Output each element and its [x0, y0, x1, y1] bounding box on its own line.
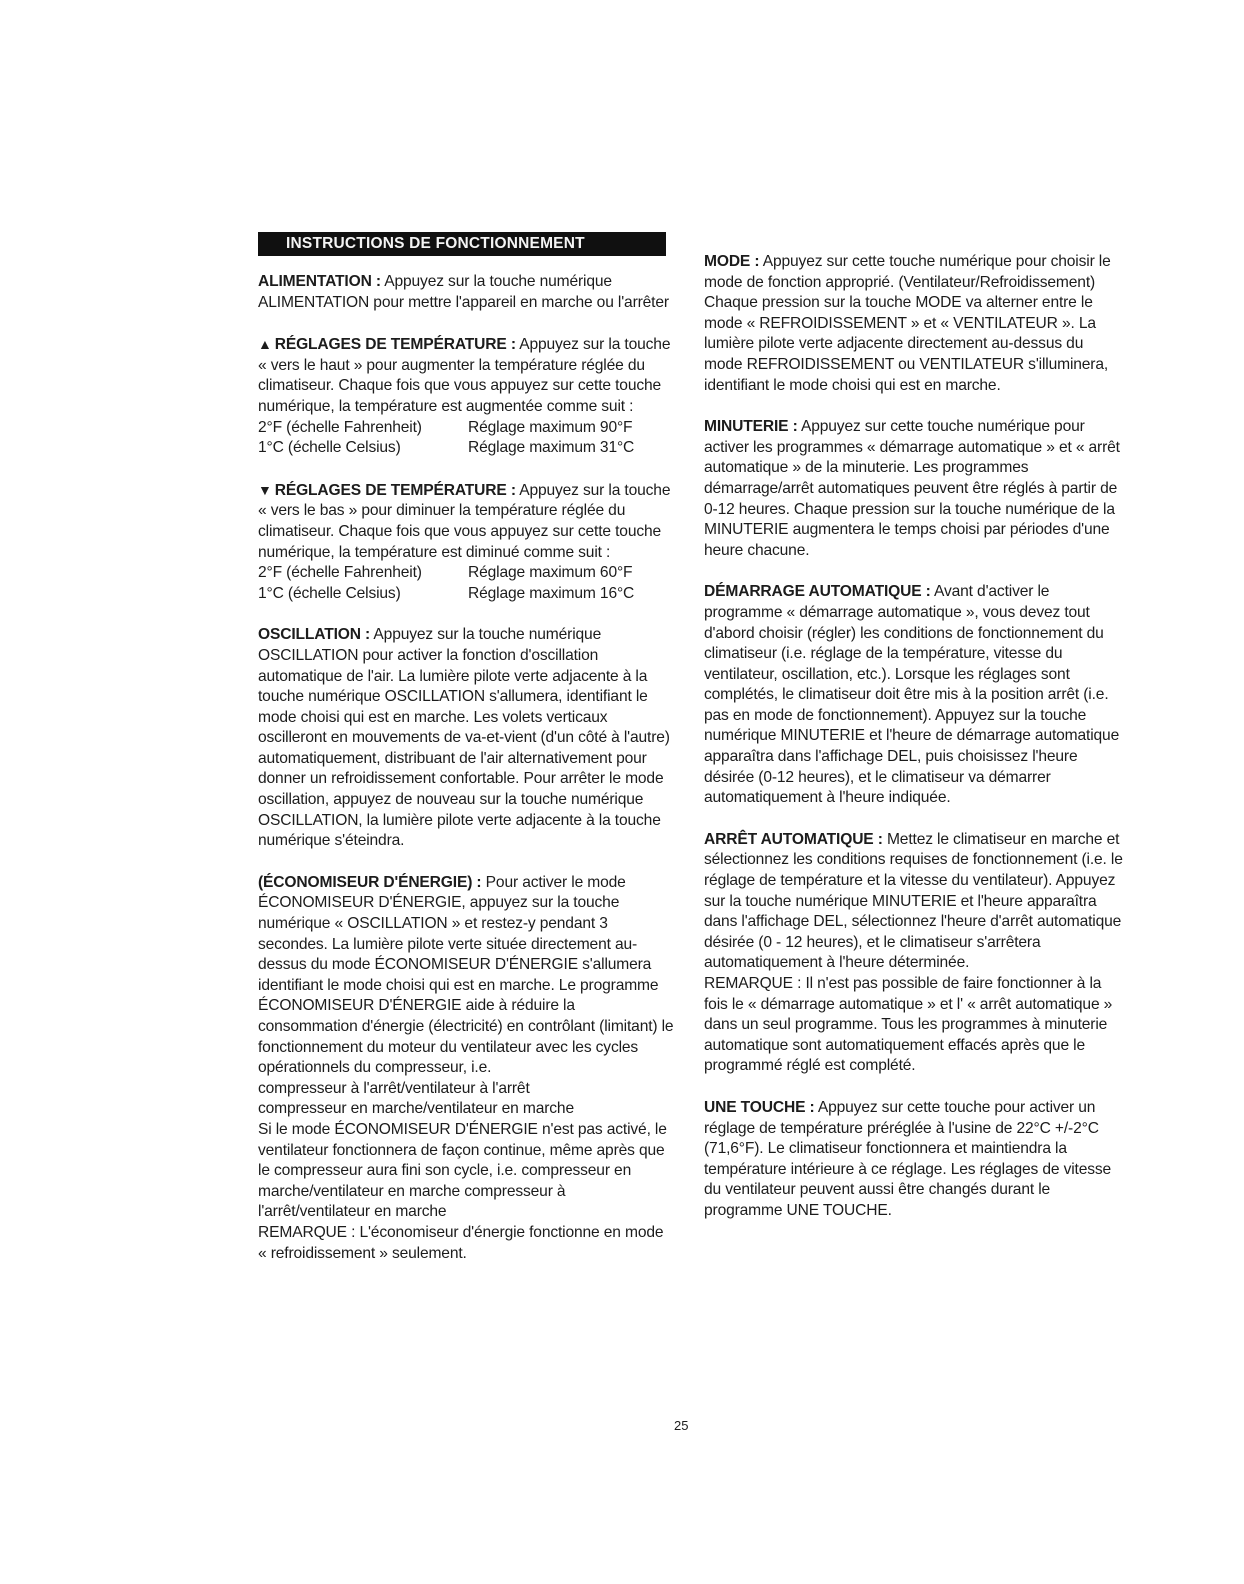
- oscillation-text: Appuyez sur la touche numérique OSCILLATION pour activer la fonction d'oscillation automatique de l'air. La lumière pilote verte adjacente à la touche numérique OSCILLATION s'allumera, identifiant le mode choisi qui est en marche. Les volets verticaux oscilleront en mouvements de va-et-vient (d'un côté à l'autre) automatiquement, distribuant de l'air alternativement pour donner un refroidissement confortable. Pour arrêter le mode oscillation, appuyez de nouveau sur la touche numérique OSCILLATION, la lumière pilote verte adjacente à la touche numérique s'éteindra.: [258, 626, 670, 850]
- scale-label: 2°F (échelle Fahrenheit): [258, 418, 422, 436]
- temp-up-text: Appuyez sur la touche « vers le haut » pour augmenter la température réglée du climatiseur. Chaque fois que vous appuyez sur cette touche numérique, la température est augmentée comme suit :: [258, 336, 671, 415]
- cycle-line: compresseur en marche/ventilateur en marche: [258, 1100, 574, 1118]
- minuterie-paragraph: [704, 417, 1124, 561]
- alimentation-paragraph: [258, 272, 674, 313]
- oscillation-heading: OSCILLATION :: [258, 626, 371, 644]
- demarrage-heading: DÉMARRAGE AUTOMATIQUE :: [704, 583, 931, 601]
- arret-paragraph: [704, 830, 1124, 974]
- page-number: 25: [674, 1418, 689, 1433]
- economiseur-section: [258, 873, 674, 1264]
- arret-heading: ARRÊT AUTOMATIQUE :: [704, 830, 883, 848]
- economiseur-remarque: REMARQUE : L'économiseur d'énergie fonctionne en mode « refroidissement » seulement.: [258, 1223, 664, 1262]
- alimentation-heading: ALIMENTATION :: [258, 273, 381, 290]
- alimentation-text: Appuyez sur la touche numérique ALIMENTATION pour mettre l'appareil en marche ou l'arrêter: [258, 273, 669, 311]
- minuterie-text: Appuyez sur cette touche numérique pour activer les programmes « démarrage automatique » et « arrêt automatique » de la minuterie. Les programmes démarrage/arrêt automatiques peuvent être réglés à partir de 0-12 heures. Chaque pression sur la touche numérique de la MINUTERIE augmentera le temps choisi par périodes d'une heure chacune.: [704, 418, 1120, 559]
- mode-section: [704, 252, 1124, 396]
- scale-label: 2°F (échelle Fahrenheit): [258, 564, 422, 582]
- minuterie-section: [704, 417, 1124, 561]
- demarrage-section: [704, 582, 1124, 809]
- une-touche-text: Appuyez sur cette touche pour activer un réglage de température préréglée à l'usine de 22°C +/-2°C (71,6°F). Le climatiseur fonctionnera et maintiendra la température intérieure à ce réglage. Les réglages de vitesse du ventilateur peuvent aussi être changés durant le programme UNE TOUCHE.: [704, 1098, 1112, 1219]
- temp-up-heading: RÉGLAGES DE TEMPÉRATURE :: [274, 336, 516, 354]
- alimentation-section: [258, 272, 674, 313]
- economiseur-heading: (ÉCONOMISEUR D'ÉNERGIE) :: [258, 873, 482, 891]
- scale-label: 1°C (échelle Celsius): [258, 584, 401, 602]
- max-setting: Réglage maximum 90°F: [468, 418, 633, 436]
- temp-up-section: [258, 334, 674, 459]
- demarrage-text: Avant d'activer le programme « démarrage automatique », vous devez tout d'abord choisir (régler) les conditions de fonctionnement du climatiseur (i.e. réglage de la température, vitesse du ventilateur, oscillation, etc.). Lorsque les réglages sont complétés, le climatiseur doit être mis à la position arrêt (i.e. pas en mode de fonctionnement). Appuyez sur la touche numérique MINUTERIE et l'heure de démarrage automatique apparaîtra dans l'affichage DEL, puis choisissez l'heure désirée (0-12 heures), et le climatiseur va démarrer automatiquement à l'heure indiquée.: [704, 583, 1120, 807]
- economiseur-cycle-lines: [258, 1079, 674, 1120]
- temp-up-row-c: [258, 438, 674, 459]
- oscillation-paragraph: [258, 625, 674, 852]
- minuterie-heading: MINUTERIE :: [704, 418, 798, 436]
- scale-label: 1°C (échelle Celsius): [258, 439, 401, 457]
- triangle-down-icon: ▼: [258, 481, 272, 498]
- une-touche-paragraph: [704, 1098, 1124, 1222]
- temp-up-paragraph: [258, 334, 674, 417]
- arret-text: Mettez le climatiseur en marche et sélectionnez les conditions requises de fonctionnement (i.e. le réglage de température et la vitesse du ventilateur). Appuyez sur la touche numérique MINUTERIE et l'heure apparaîtra dans l'affichage DEL, sélectionnez l'heure d'arrêt automatique désirée (0 - 12 heures), et le climatiseur s'arrêtera automatiquement à l'heure déterminée.: [704, 830, 1123, 972]
- section-banner: INSTRUCTIONS DE FONCTIONNEMENT: [258, 232, 666, 256]
- une-touche-section: [704, 1098, 1124, 1222]
- une-touche-heading: UNE TOUCHE :: [704, 1098, 815, 1116]
- mode-paragraph: [704, 252, 1124, 396]
- temp-down-row-c: [258, 584, 674, 605]
- cycle-line: compresseur à l'arrêt/ventilateur à l'arrêt: [258, 1079, 530, 1097]
- economiseur-text: Pour activer le mode ÉCONOMISEUR D'ÉNERGIE, appuyez sur la touche numérique « OSCILLATION » et restez-y pendant 3 secondes. La lumière pilote verte située directement au-dessus du mode ÉCONOMISEUR D'ÉNERGIE s'allumera identifiant le mode choisi qui est en marche. Le programme ÉCONOMISEUR D'ÉNERGIE aide à réduire la consommation d'énergie (électricité) en contrôlant (limitant) le fonctionnement du moteur du ventilateur avec les cycles opérationnels du compresseur, i.e.: [258, 873, 674, 1077]
- temp-down-section: [258, 480, 674, 605]
- demarrage-paragraph: [704, 582, 1124, 809]
- temp-down-row-f: [258, 563, 674, 584]
- temp-down-paragraph: [258, 480, 674, 563]
- left-column: [258, 232, 674, 1285]
- arret-remarque: REMARQUE : Il n'est pas possible de faire fonctionner à la fois le « démarrage automatique » et l' « arrêt automatique » dans un seul programme. Tous les programmes à minuterie automatique sont automatiquement effacés après que le programmé réglé est complété.: [704, 975, 1113, 1075]
- triangle-up-icon: ▲: [258, 336, 272, 353]
- right-column: [704, 252, 1124, 1243]
- max-setting: Réglage maximum 31°C: [468, 439, 635, 457]
- temp-down-heading: RÉGLAGES DE TEMPÉRATURE :: [274, 481, 516, 499]
- max-setting: Réglage maximum 60°F: [468, 564, 633, 582]
- oscillation-section: [258, 625, 674, 852]
- arret-section: [704, 830, 1124, 1077]
- economiseur-paragraph: [258, 873, 674, 1079]
- temp-down-text: Appuyez sur la touche « vers le bas » pour diminuer la température réglée du climatiseur. Chaque fois que vous appuyez sur cette touche numérique, la température est diminué comme suit :: [258, 481, 671, 561]
- economiseur-text-continued: Si le mode ÉCONOMISEUR D'ÉNERGIE n'est pas activé, le ventilateur fonctionnera de façon continue, même après que le compresseur aura fini son cycle, i.e. compresseur en marche/ventilateur en marche compresseur à l'arrêt/ventilateur en marche: [258, 1120, 667, 1221]
- mode-heading: MODE :: [704, 253, 760, 270]
- max-setting: Réglage maximum 16°C: [468, 584, 635, 602]
- mode-text: Appuyez sur cette touche numérique pour choisir le mode de fonction approprié. (Ventilateur/Refroidissement) Chaque pression sur la touche MODE va alterner entre le mode « REFROIDISSEMENT » et « VENTILATEUR ». La lumière pilote verte adjacente directement au-dessus du mode REFROIDISSEMENT ou VENTILATEUR s'illuminera, identifiant le mode choisi qui est en marche.: [704, 253, 1111, 394]
- temp-up-row-f: [258, 418, 674, 439]
